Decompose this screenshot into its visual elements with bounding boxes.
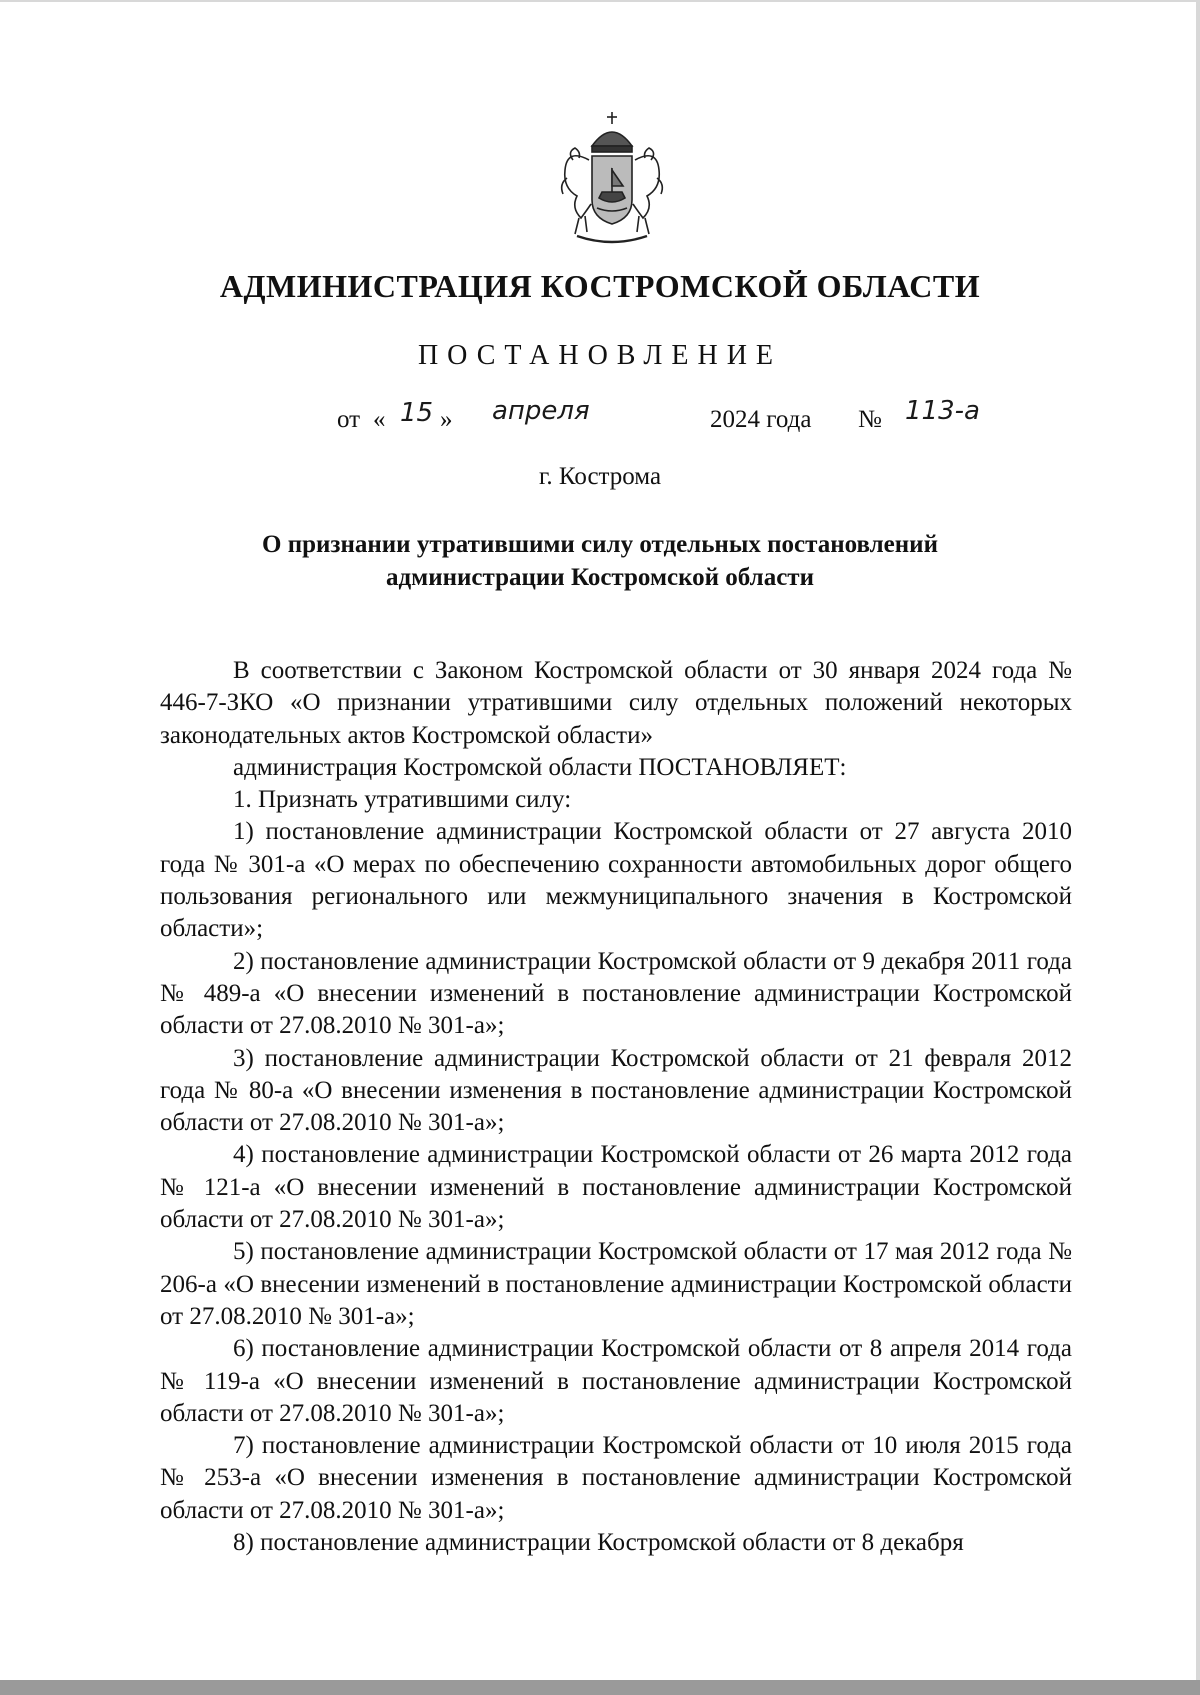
handwritten-day: 15 (400, 398, 434, 428)
list-item: 4) постановление администрации Костромской области от 26 марта 2012 года № 121-а «О внесении изменений в постановление администрации Костромской области от 27.08.2010 № 301-а»; (160, 1141, 1072, 1234)
title-line-1: О признании утратившими силу отдельных постановлений (262, 531, 938, 558)
preamble-paragraph: В соответствии с Законом Костромской области от 30 января 2024 года № 446-7-ЗКО «О признании утратившими силу отдельных положений некоторых законодательных актов Костромской области» (160, 657, 1072, 749)
list-item: 1) постановление администрации Костромской области от 27 августа 2010 года № 301-а «О мерах по обеспечению сохранности автомобильных дорог общего пользования регионального или межмуниципального значения в Костромской области»; (160, 818, 1072, 943)
list-item: 5) постановление администрации Костромской области от 17 мая 2012 года № 206-а «О внесении изменений в постановление администрации Костромской области от 27.08.2010 № 301-а»; (160, 1238, 1072, 1330)
open-quote: « (373, 406, 386, 433)
title-line-2: администрации Костромской области (386, 564, 814, 591)
document-type: ПОСТАНОВЛЕНИЕ (417, 340, 783, 371)
document-title (150, 528, 1050, 594)
list-item: 6) постановление администрации Костромской области от 8 апреля 2014 года № 119-а «О внесении изменений в постановление администрации Костромской области от 27.08.2010 № 301-а»; (160, 1335, 1072, 1427)
date-number-line (0, 396, 1200, 438)
close-quote: » (440, 406, 453, 433)
resolution-line: администрация Костромской области ПОСТАНОВЛЯЕТ: (233, 753, 847, 781)
city-name: г. Кострома (538, 463, 662, 490)
list-item: 2) постановление администрации Костромской области от 9 декабря 2011 года № 489-а «О внесении изменений в постановление администрации Костромской области от 27.08.2010 № 301-а»; (160, 947, 1072, 1040)
list-item: 8) постановление администрации Костромской области от 8 декабря (233, 1529, 964, 1557)
number-sign: № (858, 406, 882, 433)
kostroma-coat-of-arms-icon (537, 108, 687, 258)
scan-edge-top (0, 0, 1200, 2)
scan-bottom-border (0, 1680, 1200, 1695)
organization-name: АДМИНИСТРАЦИЯ КОСТРОМСКОЙ ОБЛАСТИ (219, 268, 981, 304)
list-item: 3) постановление администрации Костромской области от 21 февраля 2012 года № 80-а «О внесении изменения в постановление администрации Костромской области от 27.08.2010 № 301-а»; (160, 1044, 1072, 1137)
document-body (160, 655, 1072, 1559)
year-text: 2024 года (710, 406, 812, 433)
handwritten-number: 113-а (905, 396, 980, 426)
scan-edge-right (1196, 0, 1200, 1680)
clause-1: 1. Признать утратившими силу: (233, 786, 572, 814)
date-prefix: от (337, 406, 361, 433)
list-item: 7) постановление администрации Костромской области от 10 июля 2015 года № 253-а «О внесении изменения в постановление администрации Костромской области от 27.08.2010 № 301-а»; (160, 1432, 1072, 1524)
handwritten-month: апреля (492, 396, 590, 426)
